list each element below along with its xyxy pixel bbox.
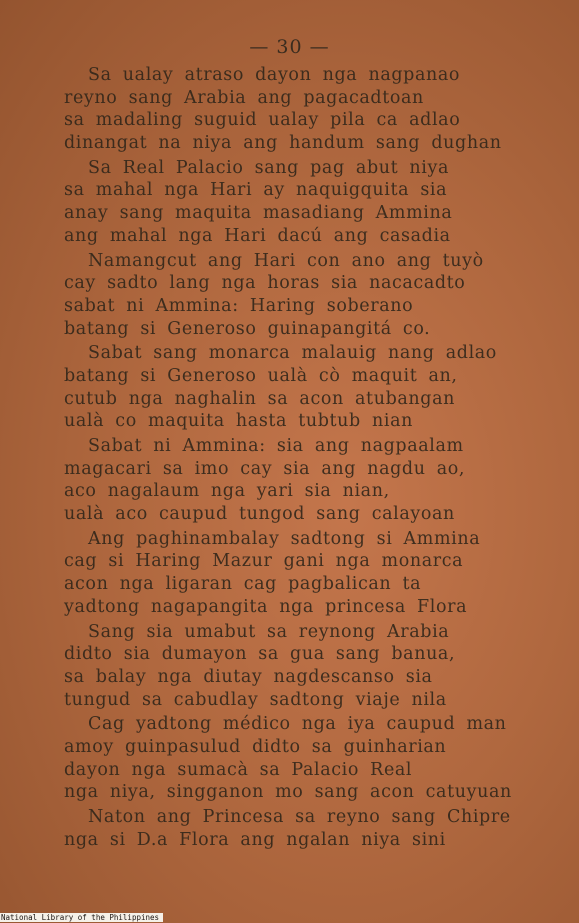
stanza — [64, 250, 534, 341]
verse-line: cay sadto lang nga horas sia nacacadto — [64, 273, 466, 294]
verse-line: dayon nga sumacà sa Palacio Real — [64, 759, 413, 780]
verse-line: cutub nga naghalin sa acon atubangan — [64, 388, 455, 409]
verse-line: Sang sia umabut sa reynong Arabia — [88, 621, 450, 642]
verse-line: sabat ni Ammina: Haring soberano — [64, 295, 414, 316]
page-number: — 30 — — [249, 36, 330, 58]
verse-line: sa mahal nga Hari ay naquigquita sia — [64, 180, 448, 201]
verse-line: ualà co maquita hasta tubtub nian — [64, 411, 413, 432]
verse-line: acon nga ligaran cag pagbalican ta — [64, 574, 422, 595]
verse-line: tungud sa cabudlay sadtong viaje nila — [64, 689, 447, 710]
verse-line: Sa ualay atraso dayon nga nagpanao — [88, 65, 461, 85]
verse-line: Sa Real Palacio sang pag abut niya — [88, 157, 449, 178]
poem-body — [64, 64, 534, 853]
verse-line: magacari sa imo cay sia ang nagdu ao, — [64, 458, 466, 479]
stanza — [64, 621, 534, 712]
stanza — [64, 64, 534, 155]
verse-line: sa balay nga diutay nagdescanso sia — [64, 666, 433, 687]
stanza — [64, 435, 534, 526]
verse-line: dinangat na niya ang handum sang dughan — [64, 133, 502, 154]
verse-line: yadtong nagapangita nga princesa Flora — [64, 596, 468, 617]
verse-line: batang si Generoso ualà cò maquit an, — [64, 365, 458, 386]
verse-line: Ang paghinambalay sadtong si Ammina — [88, 528, 481, 549]
verse-line: amoy guinpasulud didto sa guinharian — [64, 736, 447, 757]
verse-line: didto sia dumayon sa gua sang banua, — [64, 644, 456, 665]
verse-line: reyno sang Arabia ang pagacadtoan — [64, 87, 424, 108]
verse-line: nga si D.a Flora ang ngalan niya sini — [64, 829, 446, 850]
verse-line: ualà aco caupud tungod sang calayoan — [64, 504, 455, 525]
stanza — [64, 342, 534, 433]
verse-line: batang si Generoso guinapangitá co. — [64, 318, 431, 339]
verse-line: aco nagalaum nga yari sia nian, — [64, 481, 390, 502]
verse-line: Namangcut ang Hari con ano ang tuyò — [88, 250, 484, 271]
verse-line: nga niya, singganon mo sang acon catuyuan — [64, 782, 512, 803]
library-attribution: National Library of the Philippines — [0, 913, 163, 922]
verse-line: sa madaling suguid ualay pila ca adlao — [64, 110, 461, 131]
stanza — [64, 806, 534, 851]
verse-line: Naton ang Princesa sa reyno sang Chipre — [88, 807, 511, 827]
verse-line: anay sang maquita masadiang Ammina — [64, 203, 453, 224]
stanza — [64, 713, 534, 804]
verse-line: Cag yadtong médico nga iya caupud man — [88, 714, 507, 735]
stanza — [64, 528, 534, 619]
verse-line: cag si Haring Mazur gani nga monarca — [64, 551, 464, 572]
stanza — [64, 157, 534, 248]
verse-line: Sabat sang monarca malauig nang adlao — [88, 343, 497, 364]
verse-line: Sabat ni Ammina: sia ang nagpaalam — [88, 436, 464, 456]
verse-line: ang mahal nga Hari dacú ang casadia — [64, 225, 451, 246]
